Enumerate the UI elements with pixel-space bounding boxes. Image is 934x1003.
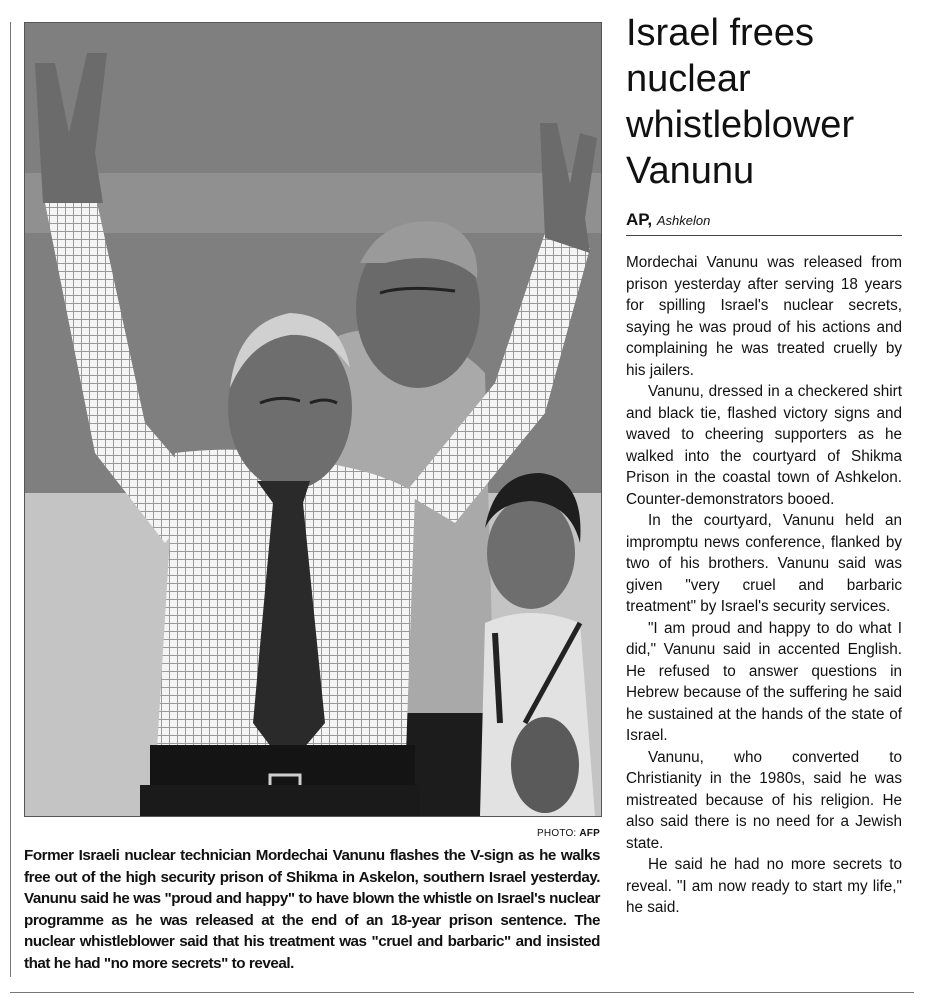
byline <box>626 210 902 236</box>
photo-credit-source: AFP <box>579 828 600 839</box>
article-paragraph: Mordechai Vanunu was released from prison yesterday after serving 18 years for spilling Israel's nuclear secrets, saying he was proud of his actions and complaining he was treated cruelly by his jailers. <box>626 254 902 379</box>
left-column-rule <box>10 22 11 977</box>
article-body <box>626 252 902 919</box>
headline: Israel frees nuclear whistleblower Vanunu <box>626 12 855 192</box>
photo-credit <box>488 828 600 839</box>
article-paragraph: Vanunu, dressed in a checkered shirt and black tie, flashed victory signs and waved to cheering supporters as he walked into the courtyard of Shikma Prison in the coastal town of Ashkelon. Counter-demonstrators booed. <box>626 383 902 508</box>
article-paragraph: Vanunu, who converted to Christianity in the 1980s, said he was mistreated because of his religion. He also said there is no need for a Jewish state. <box>626 748 902 852</box>
news-photo <box>24 22 602 817</box>
byline-agency: AP, <box>626 210 653 229</box>
article-paragraph: In the courtyard, Vanunu held an impromptu news conference, flanked by two of his brothers. Vanunu said was given "very cruel and barbaric treatment" by Israel's security services. <box>626 512 902 615</box>
photo-credit-label: PHOTO: <box>537 828 577 839</box>
article-paragraph: "I am proud and happy to do what I did," Vanunu said in accented English. He refused to answer questions in Hebrew because of the suffering he said he sustained at the hands of the state of Israel. <box>626 619 902 744</box>
bottom-rule <box>10 992 914 993</box>
byline-location: Ashkelon <box>656 213 711 228</box>
article-paragraph: He said he had no more secrets to reveal. "I am now ready to start my life," he said. <box>626 856 902 916</box>
photo-caption: Former Israeli nuclear technician Mordechai Vanunu flashes the V-sign as he walks free out of the high security prison of Shikma in Askelon, southern Israel yesterday. Vanunu said he was "proud and happy" to have blown the whistle on Israel's nuclear programme as he was released at the end of an 18-year prison sentence. The nuclear whistleblower said that his treatment was "cruel and barbaric" and insisted that he had "no more secrets" to reveal. <box>24 847 600 972</box>
